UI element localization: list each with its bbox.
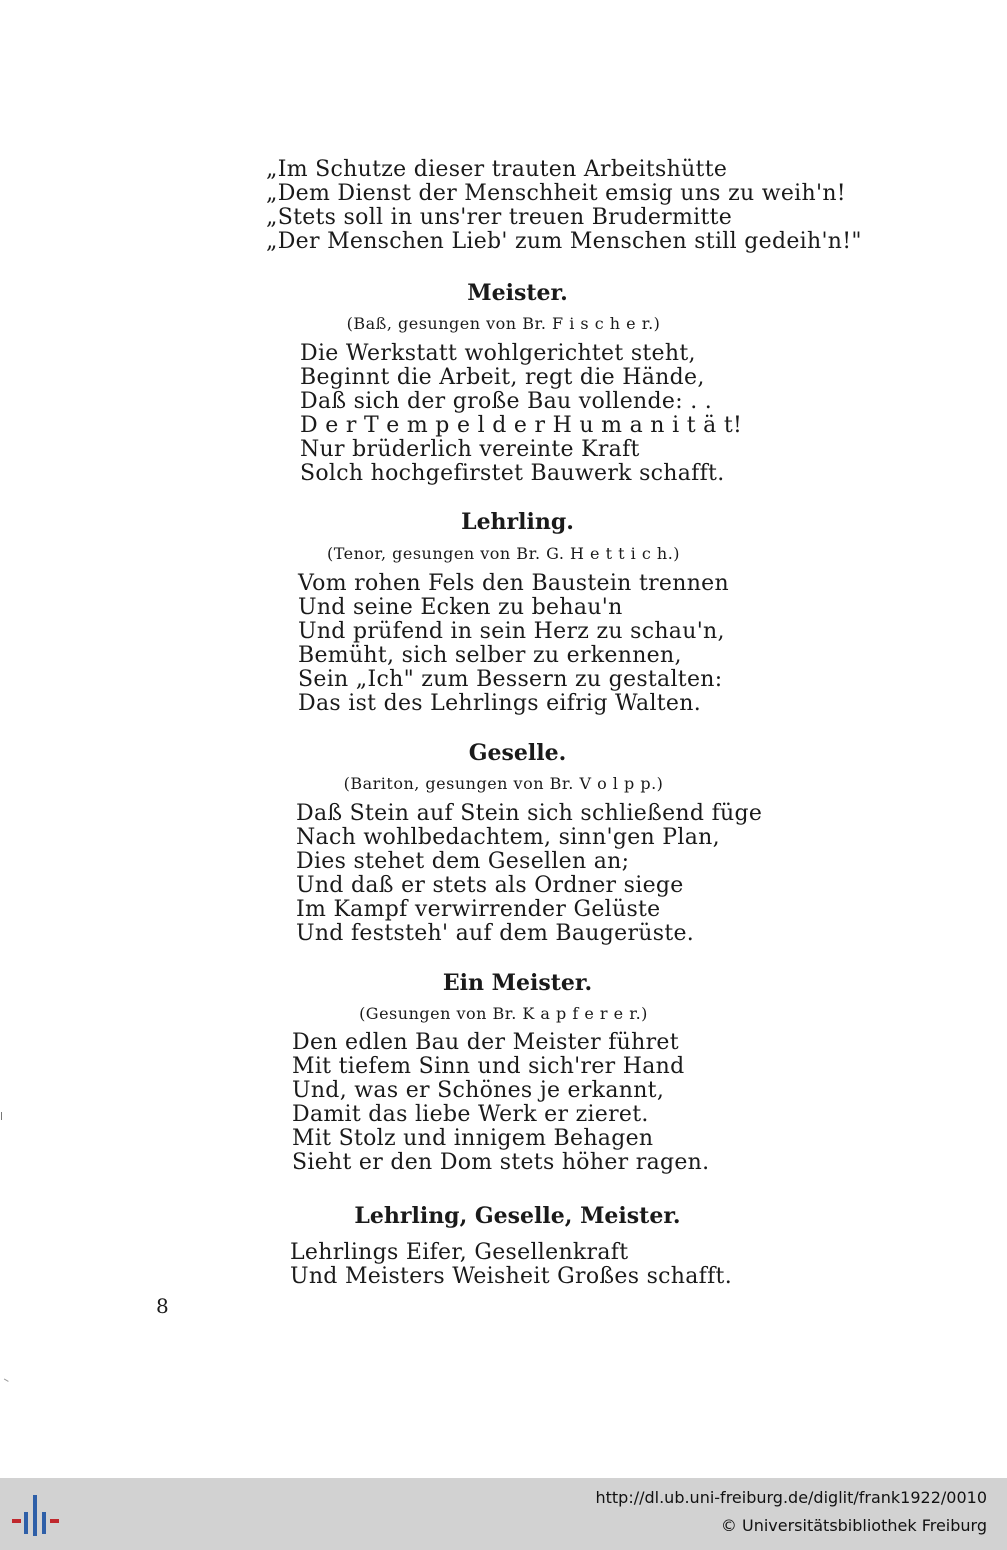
logo-bar xyxy=(50,1519,59,1523)
scan-mark xyxy=(4,1374,11,1382)
verse-line: Daß Stein auf Stein sich schließend füge xyxy=(296,801,763,826)
permalink-url[interactable]: http://dl.ub.uni-freiburg.de/diglit/frank1922/0010 xyxy=(595,1488,987,1507)
ein-meister-verse xyxy=(292,1031,709,1175)
verse-line: Dies stehet dem Gesellen an; xyxy=(296,849,630,874)
logo-bar xyxy=(42,1512,46,1534)
verse-line: Den edlen Bau der Meister führet xyxy=(292,1030,679,1055)
verse-line: Nur brüderlich vereinte Kraft xyxy=(300,437,640,462)
verse-line: Und prüfend in sein Herz zu schau'n, xyxy=(298,619,725,644)
verse-line: Beginnt die Arbeit, regt die Hände, xyxy=(300,365,705,390)
footer-bar xyxy=(0,1478,1007,1550)
verse-line: Damit das liebe Werk er zieret. xyxy=(292,1102,649,1127)
verse-line: Sein „Ich" zum Bessern zu gestalten: xyxy=(298,667,723,692)
verse-line: Im Kampf verwirrender Gelüste xyxy=(296,897,661,922)
verse-line: Und, was er Schönes je erkannt, xyxy=(292,1078,665,1103)
section-heading-ein-meister: Ein Meister. xyxy=(442,970,593,996)
verse-line: Lehrlings Eifer, Gesellenkraft xyxy=(290,1240,629,1265)
meister-verse xyxy=(300,342,742,486)
copyright-notice: © Universitätsbibliothek Freiburg xyxy=(720,1516,987,1535)
scan-mark xyxy=(1,1112,7,1120)
verse-line: Und feststeh' auf dem Baugerüste. xyxy=(296,921,695,946)
verse-line: Und seine Ecken zu behau'n xyxy=(298,595,623,620)
section-heading-chor: Lehrling, Geselle, Meister. xyxy=(354,1203,681,1229)
verse-line: D e r T e m p e l d e r H u m a n i t ä t! xyxy=(300,413,743,438)
logo-bar xyxy=(12,1519,21,1523)
page-number: 8 xyxy=(156,1294,169,1318)
verse-line: Das ist des Lehrlings eifrig Walten. xyxy=(298,691,702,716)
verse-line: Und Meisters Weisheit Großes schafft. xyxy=(290,1264,732,1289)
verse-line: Sieht er den Dom stets höher ragen. xyxy=(292,1150,710,1175)
verse-line: Mit tiefem Sinn und sich'rer Hand xyxy=(292,1054,685,1079)
intro-verse xyxy=(266,158,862,254)
geselle-verse xyxy=(296,802,762,946)
verse-line: Vom rohen Fels den Baustein trennen xyxy=(298,571,729,596)
singer-note-lehrling: (Tenor, gesungen von Br. G. H e t t i c h.) xyxy=(326,544,681,563)
verse-line: Die Werkstatt wohlgerichtet steht, xyxy=(300,341,696,366)
singer-note-meister: (Baß, gesungen von Br. F i s c h e r.) xyxy=(346,314,661,333)
chor-verse xyxy=(290,1241,732,1289)
verse-line: Und daß er stets als Ordner siege xyxy=(296,873,684,898)
verse-line: „Im Schutze dieser trauten Arbeitshütte xyxy=(266,157,728,182)
section-heading-geselle: Geselle. xyxy=(468,740,567,766)
lehrling-verse xyxy=(298,572,729,716)
logo-bar xyxy=(24,1512,28,1534)
logo-bar xyxy=(33,1495,37,1536)
ub-freiburg-logo-icon xyxy=(10,1490,64,1540)
section-heading-lehrling: Lehrling. xyxy=(461,509,574,535)
verse-line: „Der Menschen Lieb' zum Menschen still gedeih'n!" xyxy=(266,229,862,254)
verse-line: Solch hochgefirstet Bauwerk schafft. xyxy=(300,461,725,486)
singer-note-geselle: (Bariton, gesungen von Br. V o l p p.) xyxy=(343,774,664,793)
verse-line: „Dem Dienst der Menschheit emsig uns zu weih'n! xyxy=(266,181,846,206)
verse-line: Nach wohlbedachtem, sinn'gen Plan, xyxy=(296,825,720,850)
section-heading-meister: Meister. xyxy=(467,280,568,306)
verse-line: „Stets soll in uns'rer treuen Brudermitte xyxy=(266,205,733,230)
verse-line: Mit Stolz und innigem Behagen xyxy=(292,1126,654,1151)
verse-line: Daß sich der große Bau vollende: . . xyxy=(300,389,713,414)
singer-note-ein-meister: (Gesungen von Br. K a p f e r e r.) xyxy=(359,1004,648,1023)
verse-line: Bemüht, sich selber zu erkennen, xyxy=(298,643,682,668)
